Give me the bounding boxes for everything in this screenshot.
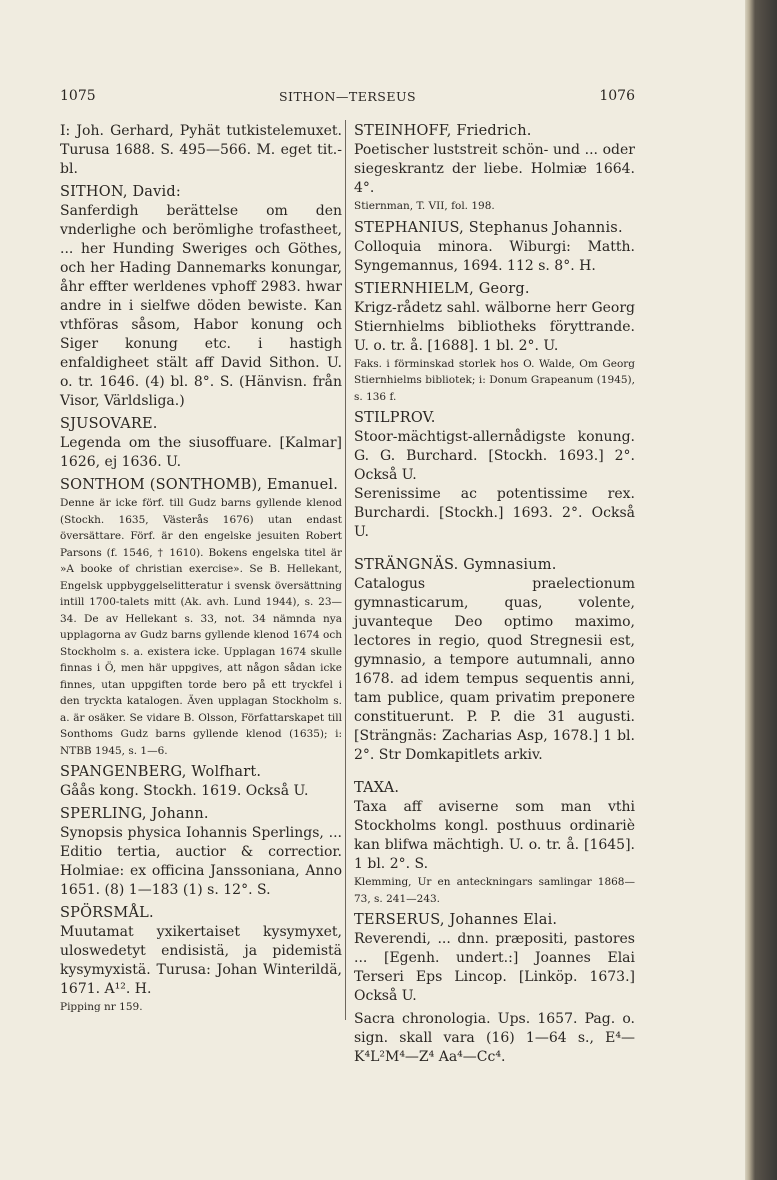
spacer	[354, 765, 635, 779]
entry-text: Taxa aff aviserne som man vthi Stockholms kongl. posthuus ordinariè kan blifwa mächtigh. U. o. tr. å. [1645]. 1 bl. 2°. S.	[354, 799, 635, 872]
entry-heading: SITHON, David:	[60, 184, 181, 200]
entry-heading: STEPHANIUS, Stephanus Johannis.	[354, 219, 623, 236]
entry-text: Poetischer luststreit schön- und ... oder siegeskrantz der liebe. Holmiæ 1664. 4°.	[354, 142, 635, 196]
entry-text: Serenissime ac potentissime rex. Burchardi. [Stockh.] 1693. 2°. Också U.	[354, 486, 635, 540]
entry-heading: TERSERUS, Johannes Elai.	[354, 912, 558, 928]
entry-text: Stoor-mächtigst-allernådigste konung. G. G. Burchard. [Stockh. 1693.] 2°. Också U.	[354, 429, 635, 483]
entry-text: Muutamat yxikertaiset kysymyxet, uloswedetyt endisistä, ja pidemistä kysymyxistä. Turusa: Johan Winterildä, 1671. A¹². H.	[60, 924, 342, 997]
entry-text: Sacra chronologia. Ups. 1657. Pag. o. sign. skall vara (16) 1—64 s., E⁴—K⁴L²M⁴—Z⁴ Aa⁴—Cc⁴.	[354, 1011, 635, 1065]
entry-text: Legenda om the siusoffuare. [Kalmar] 1626, ej 1636. U.	[60, 435, 342, 470]
entry-heading: SONTHOM (SONTHOMB), Emanuel.	[60, 477, 338, 493]
entry-text: Reverendi, ... dnn. præpositi, pastores ... [Egenh. undert.:] Joannes Elai Terseri Eps Lincop. [Linköp. 1673.] Också U.	[354, 931, 635, 1004]
entry-note: Denne är icke förf. till Gudz barns gyllende klenod (Stockh. 1635, Västerås 1676) utan endast översättare. Förf. är den engelske jesuiten Robert Parsons (f. 1546, † 1610). Bokens engelska titel är »A booke of christian exercise». Se B. Hellekant, Engelsk uppbyggelselitteratur i svensk översättning intill 1700-talets mitt (Ak. avh. Lund 1944), s. 23—34. De av Hellekant s. 33, not. 34 nämnda nya upplagorna av Gudz barns gyllende klenod 1674 och Stockholm s. a. existera icke. Upplagan 1674 skulle finnas i Ö, men här uppgives, att någon sådan icke finnes, utan uppgiften torde bero på ett tryckfel i den tryckta katalogen. Även upplagan Stockholm s. a. är osäker. Se vidare B. Olsson, Författarskapet till Sonthoms Gudz barns gyllende klenod (1635); i: NTBB 1945, s. 1—6.	[60, 497, 342, 757]
entry-text: Krigz-rådetz sahl. wälborne herr Georg Stiernhielms bibliotheks föryttrande. U. o. tr. å. [1688]. 1 bl. 2°. U.	[354, 299, 635, 354]
spacer	[354, 542, 635, 556]
entry-text: Catalogus praelectionum gymnasticarum, quas, volente, juvanteque Deo optimo maximo, lectores in regio, quod Stregnesii est, gymnasio, a tempore autumnali, anno 1678. ad idem tempus sequentis anni, tam publice, quam privatim preponere constituerunt. P. P. die 31 augusti. [Strängnäs: Zacharias Asp, 1678.] 1 bl. 2°. Str Domkapitlets arkiv.	[354, 576, 635, 763]
entry-heading: SPANGENBERG, Wolfhart.	[60, 764, 262, 780]
column-divider	[345, 120, 346, 1020]
entry-heading: STRÄNGNÄS. Gymnasium.	[354, 557, 557, 573]
entry-heading: SPERLING, Johann.	[60, 806, 209, 822]
running-header	[60, 88, 635, 110]
entry-note: Stiernman, T. VII, fol. 198.	[354, 200, 495, 212]
entry-heading: SJUSOVARE.	[60, 416, 158, 432]
entry-text: I: Joh. Gerhard, Pyhät tutkistelemuxet. Turusa 1688. S. 495—566. M. eget tit.-bl.	[60, 123, 342, 177]
entry-heading: TAXA.	[354, 780, 400, 796]
entry-note: Klemming, Ur en anteckningars samlingar 1868—73, s. 241—243.	[354, 876, 635, 905]
entry-heading: STILPROV.	[354, 410, 436, 426]
page-edge-shadow	[745, 0, 777, 1180]
entry-note: Pipping nr 159.	[60, 1001, 143, 1013]
entry-heading: STEINHOFF, Friedrich.	[354, 123, 532, 139]
right-page-number: 1076	[599, 88, 635, 104]
left-column	[60, 122, 342, 1016]
entry-text: Synopsis physica Iohannis Sperlings, ... Editio tertia, auctior & correctior. Holmiae: ex officina Janssoniana, Anno 1651. (8) 1—183 (1) s. 12°. S.	[60, 825, 342, 898]
entry-note: Faks. i förminskad storlek hos O. Walde, Om Georg Stiernhielms bibliotek; i: Donum Grapeanum (1945), s. 136 f.	[354, 357, 635, 403]
right-column	[354, 122, 635, 1067]
entry-text: Sanferdigh berättelse om den vnderlighe och berömlighe trofastheet, ... her Hunding Sweriges och Göthes, och her Hading Dannemarks konungar, åhr effter werldenes vphoff 2983. hwar andre in i sielfwe döden bewiste. Kan vthföras såsom, Habor konung och Siger konung etc. i hastigh enfaldigheet stält aff David Sithon. U. o. tr. 1646. (4) bl. 8°. S. (Hänvisn. från Visor, Världsliga.)	[60, 203, 342, 409]
running-title: SITHON—TERSEUS	[278, 89, 417, 104]
entry-heading: STIERNHIELM, Georg.	[354, 280, 530, 297]
left-page-number: 1075	[60, 88, 96, 104]
entry-text: Gåås kong. Stockh. 1619. Också U.	[60, 783, 309, 799]
entry-heading: SPÖRSMÅL.	[60, 905, 154, 921]
entry-text: Colloquia minora. Wiburgi: Matth. Syngemannus, 1694. 112 s. 8°. H.	[354, 238, 635, 274]
